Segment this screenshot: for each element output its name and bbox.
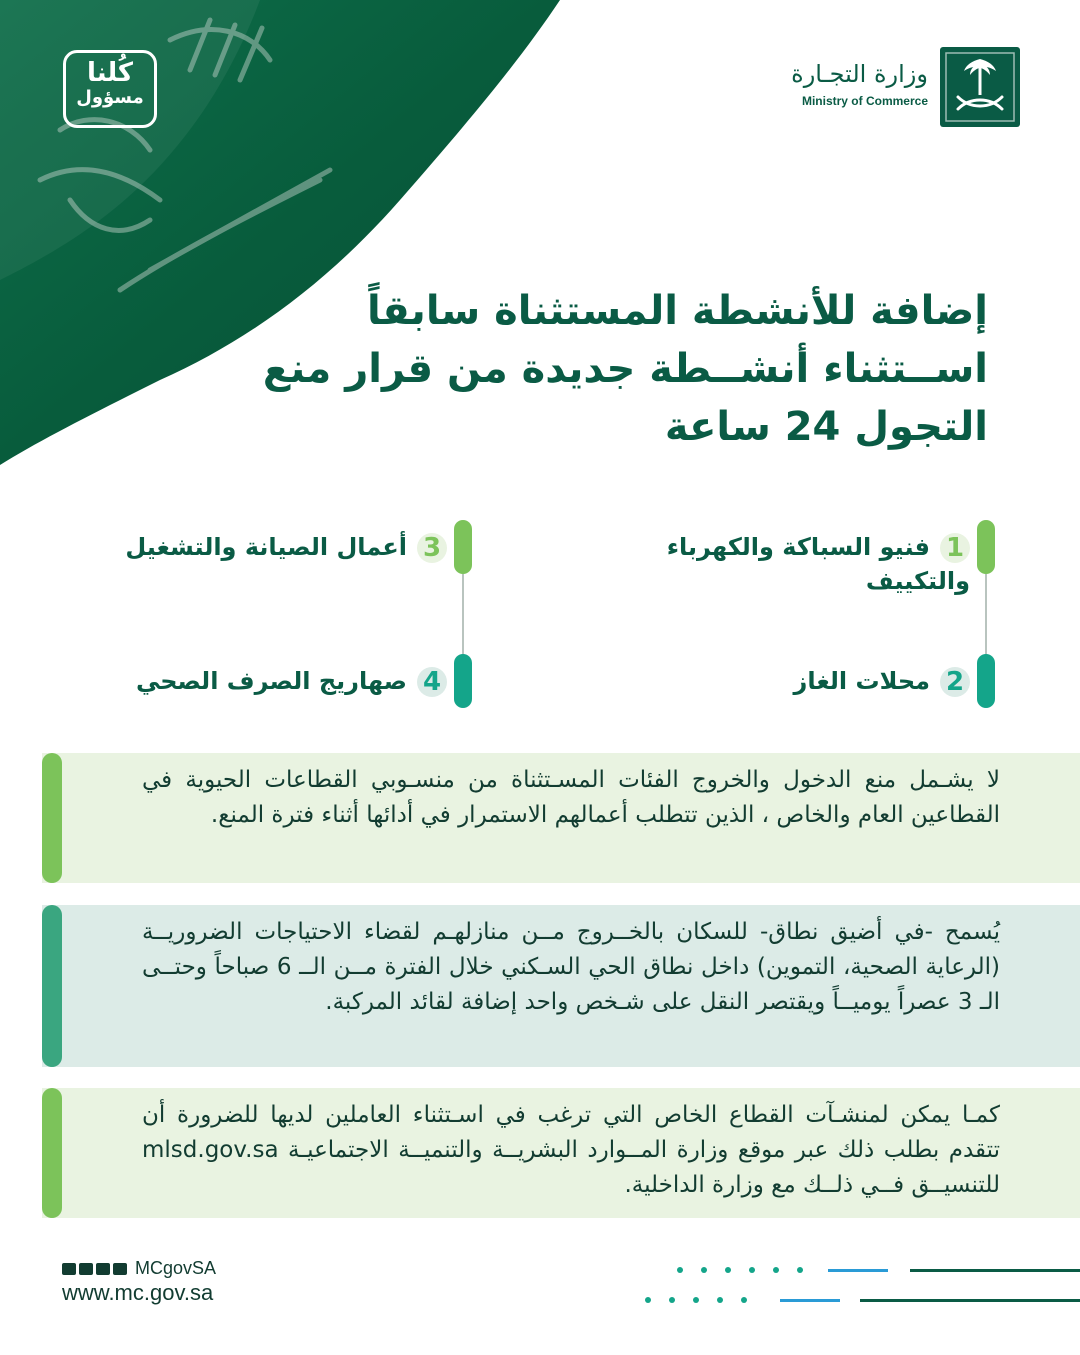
ministry-name-english: Ministry of Commerce <box>801 94 928 108</box>
item-3-text: أعمال الصيانة والتشغيل <box>125 533 407 561</box>
item-4-text: صهاريج الصرف الصحي <box>135 667 407 695</box>
title-line-1: إضافة للأنشطة المستثناة سابقاً <box>367 288 988 334</box>
list-item-4 <box>87 664 447 698</box>
website-link[interactable]: www.mc.gov.sa <box>62 1280 214 1305</box>
youtube-icon <box>113 1263 127 1275</box>
badge-line-2: مسؤول <box>76 87 144 108</box>
list-item-2 <box>650 664 970 698</box>
note-3-text: كمـا يمكن لمنشـآت القطاع الخاص التي ترغب في اسـتثناء العاملين لديها للضرورة أن تتقدم بطلب ذلك عبر موقع وزارة المــوارد البشريــة والتنميــة الاجتماعيـة mlsd.gov.sa للتنسيــق فــي ذلــك مع وزارة الداخلية. <box>142 1102 1000 1198</box>
item-2-text: محلات الغاز <box>793 667 930 695</box>
facebook-icon <box>79 1263 93 1275</box>
ministry-name-arabic: وزارة التجـارة <box>791 60 928 88</box>
connector-line-right <box>985 574 987 656</box>
item-2-number: 2 <box>940 667 970 697</box>
item-4-number: 4 <box>417 667 447 697</box>
list-item-1 <box>650 530 970 598</box>
badge-line-1: كُلنا <box>86 58 134 88</box>
note-box-2 <box>42 905 1080 1067</box>
connector-line-left <box>462 574 464 656</box>
note-2-text: يُسمح -في أضيق نطاق- للسكان بالخــروج مــن منازلهـم لقضاء الاحتياجات الضروريــة (الرعاية الصحية، التموين) داخل نطاق الحي السـكني خلال الفترة مــن الــ 6 صباحاً وحتــى الـ 3 عصراً يوميــاً ويقتصر النقل على شـخص واحد إضافة لقائد المركبة. <box>142 919 1000 1015</box>
social-handle-text: MCgovSA <box>135 1258 217 1278</box>
social-handle[interactable] <box>62 1258 216 1279</box>
item-1-text: فنيو السباكة والكهرباء والتكييف <box>666 533 970 595</box>
title-line-2: اســتثناء أنشــطة جديدة من قرار منع <box>262 346 988 392</box>
note-3-bar <box>42 1088 62 1218</box>
note-1-text: لا يشـمل منع الدخول والخروج الفئات المسـتثناة من منسـوبي القطاعات الحيوية في القطاعين العام والخاص ، الذين تتطلب أعمالهم الاستمرار في أدائها أثناء فترة المنع. <box>142 767 1000 828</box>
note-1-bar <box>42 753 62 883</box>
note-2-bar <box>42 905 62 1067</box>
list-item-3 <box>87 530 447 564</box>
note-box-3 <box>42 1088 1080 1218</box>
title-line-3: التجول 24 ساعة <box>664 404 988 450</box>
page-title <box>228 282 988 456</box>
item-3-number: 3 <box>417 533 447 563</box>
kulluna-masool-badge <box>63 50 157 128</box>
ministry-emblem-icon <box>940 47 1020 127</box>
twitter-icon <box>62 1263 76 1275</box>
item-4-marker <box>454 654 472 708</box>
item-2-marker <box>977 654 995 708</box>
instagram-icon <box>96 1263 110 1275</box>
item-1-number: 1 <box>940 533 970 563</box>
decorative-dots-lines <box>640 1262 1080 1312</box>
item-1-marker <box>977 520 995 574</box>
item-3-marker <box>454 520 472 574</box>
note-box-1 <box>42 753 1080 883</box>
